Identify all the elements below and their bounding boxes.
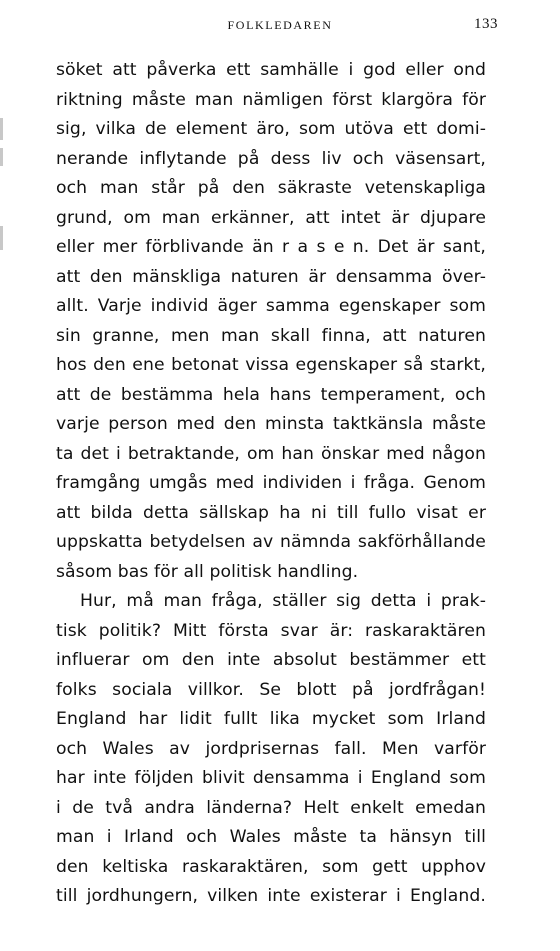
- margin-mark: [0, 118, 3, 140]
- text-line: riktning måste man nämligen först klargöra för: [56, 89, 486, 110]
- text-line: eller mer förblivande än r a s e n. Det är sant,: [56, 237, 486, 257]
- text-line: England har lidit fullt lika mycket som Irland: [56, 709, 486, 729]
- text-line: allt. Varje individ äger samma egenskaper som: [56, 296, 486, 316]
- text-line: uppskatta betydelsen av nämnda sakförhållande: [56, 532, 486, 552]
- text-line: hos den ene betonat vissa egenskaper så starkt,: [56, 355, 486, 375]
- text-line: Hur, må man fråga, ställer sig detta i prak-: [80, 591, 486, 611]
- text-line: ta det i betraktande, om han önskar med någon: [56, 443, 486, 464]
- text-line: den keltiska raskaraktären, som gett upphov: [56, 856, 486, 877]
- text-line: har inte följden blivit densamma i England som: [56, 768, 486, 788]
- text-line: influerar om den inte absolut bestämmer ett: [56, 650, 486, 670]
- text-line: till jordhungern, vilken inte existerar i England.: [56, 886, 486, 906]
- text-line: söket att påverka ett samhälle i god eller ond: [56, 60, 486, 80]
- text-line: och Wales av jordprisernas fall. Men varför: [56, 738, 486, 759]
- text-line: såsom bas för all politisk handling.: [56, 561, 359, 582]
- margin-mark: [0, 148, 3, 166]
- running-title: FOLKLEDAREN: [227, 18, 333, 32]
- text-line: att de bestämma hela hans temperament, och: [56, 384, 486, 405]
- page-number: 133: [474, 16, 498, 32]
- text-line: man i Irland och Wales måste ta hänsyn till: [56, 827, 486, 847]
- text-line: sig, vilka de element äro, som utöva ett domi-: [56, 119, 486, 139]
- paragraph: [56, 587, 486, 912]
- page-header: [0, 18, 560, 38]
- text-line: tisk politik? Mitt första svar är: raskaraktären: [56, 620, 486, 641]
- text-line: att bilda detta sällskap ha ni till fullo visat er: [56, 502, 486, 523]
- text-line: att den mänskliga naturen är densamma över-: [56, 266, 486, 287]
- text-line: grund, om man erkänner, att intet är djupare: [56, 207, 486, 228]
- text-line: nerande inflytande på dess liv och väsensart,: [56, 148, 486, 169]
- text-line: framgång umgås med individen i fråga. Genom: [56, 473, 486, 493]
- text-line: i de två andra länderna? Helt enkelt emedan: [56, 797, 486, 818]
- margin-mark: [0, 226, 3, 250]
- text-line: sin granne, men man skall finna, att naturen: [56, 325, 486, 346]
- text-line: varje person med den minsta taktkänsla måste: [56, 414, 486, 434]
- text-line: folks sociala villkor. Se blott på jordfrågan!: [56, 679, 486, 700]
- paragraph: [56, 56, 486, 587]
- text-line: och man står på den säkraste vetenskapliga: [56, 178, 486, 198]
- body-text: [56, 56, 486, 912]
